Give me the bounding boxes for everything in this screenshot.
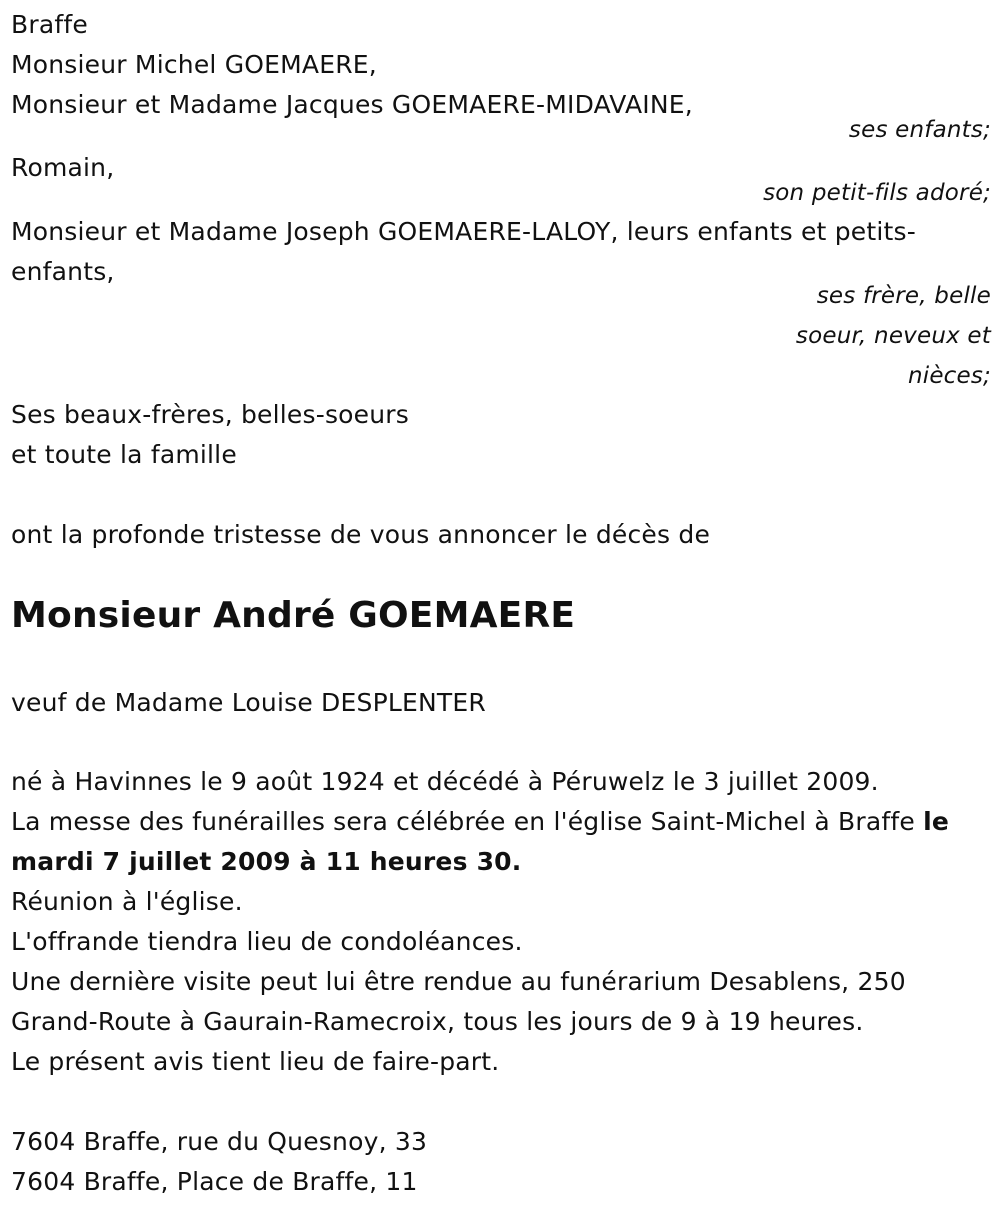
children-line-1: Monsieur Michel GOEMAERE, [11, 50, 377, 79]
family-line: et toute la famille [11, 440, 237, 469]
deceased-name: Monsieur André GOEMAERE [11, 595, 576, 636]
siblings-role-2: soeur, neveux et [795, 323, 991, 349]
grandson-role: son petit-fils adoré; [763, 180, 991, 206]
inlaws-line: Ses beaux-frères, belles-soeurs [11, 400, 410, 429]
announcement-intro: ont la profonde tristesse de vous annoncer le décès de [11, 520, 711, 549]
birth-death-line: né à Havinnes le 9 août 1924 et décédé à Péruwelz le 3 juillet 2009. [11, 767, 879, 796]
grandson-name: Romain, [11, 153, 115, 182]
mass-date: le mardi 7 juillet 2009 à 11 heures 30. [11, 807, 950, 876]
mass-text: La messe des funérailles sera célébrée en l'église Saint-Michel à Braffe [11, 807, 924, 836]
siblings-line: Monsieur et Madame Joseph GOEMAERE-LALOY, leurs enfants et petits-enfants, [11, 217, 916, 286]
visit-line: Une dernière visite peut lui être rendue au funérarium Desablens, 250 Grand-Route à Gaurain-Ramecroix, tous les jours de 9 à 19 heures. [11, 967, 906, 1036]
village-name: Braffe [11, 10, 88, 39]
mass-paragraph [11, 802, 991, 882]
meeting-line: Réunion à l'église. [11, 887, 243, 916]
children-line-2: Monsieur et Madame Jacques GOEMAERE-MIDAVAINE, [11, 90, 693, 119]
siblings-role-3: nièces; [907, 363, 991, 389]
offering-line: L'offrande tiendra lieu de condoléances. [11, 927, 523, 956]
children-role: ses enfants; [848, 117, 991, 143]
notice-line: Le présent avis tient lieu de faire-part. [11, 1047, 500, 1076]
widower-of: veuf de Madame Louise DESPLENTER [11, 688, 486, 717]
address-line-1: 7604 Braffe, rue du Quesnoy, 33 [11, 1127, 428, 1156]
address-line-2: 7604 Braffe, Place de Braffe, 11 [11, 1167, 418, 1196]
siblings-role-1: ses frère, belle [816, 283, 991, 309]
